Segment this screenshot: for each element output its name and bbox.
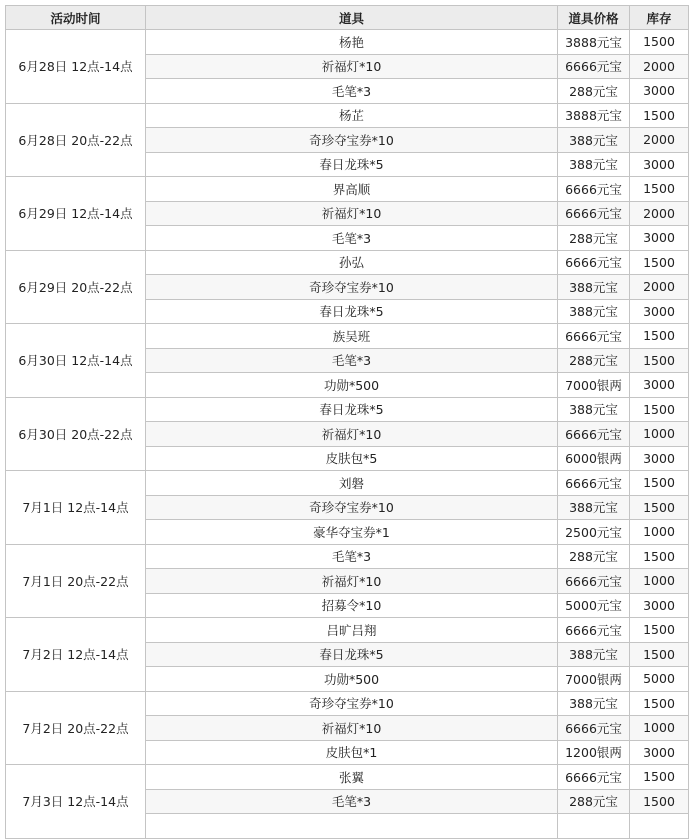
item-price-cell: 3888元宝 [558, 103, 630, 128]
item-name-cell: 皮肤包*1 [146, 740, 558, 765]
time-slot-cell: 6月29日 20点-22点 [6, 250, 146, 324]
time-slot-cell: 7月2日 12点-14点 [6, 618, 146, 692]
item-stock-cell: 3000 [630, 226, 689, 251]
item-name-cell: 毛笔*3 [146, 348, 558, 373]
table-row [6, 324, 689, 349]
item-name-cell: 祈福灯*10 [146, 54, 558, 79]
item-name-cell: 毛笔*3 [146, 226, 558, 251]
item-stock-cell: 1500 [630, 324, 689, 349]
item-name-cell: 春日龙珠*5 [146, 397, 558, 422]
item-price-cell: 388元宝 [558, 128, 630, 153]
item-stock-cell: 1500 [630, 544, 689, 569]
item-stock-cell: 1500 [630, 471, 689, 496]
item-price-cell: 6666元宝 [558, 177, 630, 202]
header-row [6, 6, 689, 30]
item-name-cell: 杨芷 [146, 103, 558, 128]
item-name-cell: 孙弘 [146, 250, 558, 275]
item-name-cell: 吕旷吕翔 [146, 618, 558, 643]
item-stock-cell: 1500 [630, 765, 689, 790]
item-stock-cell: 3000 [630, 593, 689, 618]
time-slot-cell: 6月29日 12点-14点 [6, 177, 146, 251]
item-name-cell: 祈福灯*10 [146, 201, 558, 226]
item-name-cell: 奇珍夺宝券*10 [146, 128, 558, 153]
table-row [6, 765, 689, 790]
item-name-cell: 毛笔*3 [146, 544, 558, 569]
time-slot-cell: 7月1日 20点-22点 [6, 544, 146, 618]
item-name-cell: 刘磐 [146, 471, 558, 496]
item-price-cell: 288元宝 [558, 544, 630, 569]
item-price-cell: 6000银两 [558, 446, 630, 471]
item-stock-cell: 2000 [630, 275, 689, 300]
item-name-cell: 族吴班 [146, 324, 558, 349]
item-price-cell: 288元宝 [558, 348, 630, 373]
item-name-cell: 春日龙珠*5 [146, 299, 558, 324]
table-row [6, 544, 689, 569]
item-stock-cell: 1500 [630, 789, 689, 814]
item-price-cell: 6666元宝 [558, 201, 630, 226]
item-name-cell: 春日龙珠*5 [146, 642, 558, 667]
item-stock-cell: 5000 [630, 667, 689, 692]
item-stock-cell: 1500 [630, 618, 689, 643]
item-name-cell: 杨艳 [146, 30, 558, 55]
item-price-cell: 6666元宝 [558, 54, 630, 79]
item-name-cell: 招募令*10 [146, 593, 558, 618]
item-name-cell: 张翼 [146, 765, 558, 790]
item-name-cell: 毛笔*3 [146, 79, 558, 104]
item-name-cell: 奇珍夺宝券*10 [146, 495, 558, 520]
item-name-cell: 毛笔*3 [146, 789, 558, 814]
item-name-cell: 祈福灯*10 [146, 569, 558, 594]
table-row [6, 471, 689, 496]
table-body [6, 30, 689, 839]
item-stock-cell: 3000 [630, 79, 689, 104]
item-price-cell: 388元宝 [558, 152, 630, 177]
table-row [6, 30, 689, 55]
activity-table [5, 5, 689, 839]
header-price: 道具价格 [558, 6, 630, 30]
item-name-cell: 春日龙珠*5 [146, 152, 558, 177]
table-row [6, 103, 689, 128]
item-stock-cell: 3000 [630, 740, 689, 765]
item-price-cell: 6666元宝 [558, 618, 630, 643]
item-stock-cell: 1500 [630, 495, 689, 520]
item-name-cell: 祈福灯*10 [146, 422, 558, 447]
item-stock-cell: 1000 [630, 569, 689, 594]
item-name-cell: 界高顺 [146, 177, 558, 202]
item-stock-cell: 1500 [630, 30, 689, 55]
item-price-cell: 388元宝 [558, 495, 630, 520]
item-stock-cell: 1000 [630, 422, 689, 447]
item-name-cell: 奇珍夺宝券*10 [146, 275, 558, 300]
item-price-cell: 1200银两 [558, 740, 630, 765]
item-price-cell: 5000元宝 [558, 593, 630, 618]
item-price-cell: 388元宝 [558, 397, 630, 422]
table-row [6, 177, 689, 202]
header-item: 道具 [146, 6, 558, 30]
item-price-cell: 6666元宝 [558, 716, 630, 741]
item-stock-cell: 3000 [630, 152, 689, 177]
item-stock-cell: 2000 [630, 201, 689, 226]
item-price-cell: 6666元宝 [558, 471, 630, 496]
item-price-cell [558, 814, 630, 839]
item-name-cell: 奇珍夺宝券*10 [146, 691, 558, 716]
item-price-cell: 388元宝 [558, 691, 630, 716]
table-row [6, 397, 689, 422]
table-row [6, 691, 689, 716]
item-price-cell: 388元宝 [558, 275, 630, 300]
item-price-cell: 7000银两 [558, 667, 630, 692]
item-stock-cell: 1500 [630, 348, 689, 373]
header-time: 活动时间 [6, 6, 146, 30]
item-price-cell: 288元宝 [558, 79, 630, 104]
item-price-cell: 388元宝 [558, 642, 630, 667]
item-price-cell: 6666元宝 [558, 324, 630, 349]
item-price-cell: 288元宝 [558, 789, 630, 814]
item-stock-cell: 3000 [630, 373, 689, 398]
item-stock-cell: 1000 [630, 716, 689, 741]
time-slot-cell: 7月1日 12点-14点 [6, 471, 146, 545]
item-stock-cell: 1000 [630, 520, 689, 545]
time-slot-cell: 6月28日 12点-14点 [6, 30, 146, 104]
table-row [6, 250, 689, 275]
item-stock-cell: 1500 [630, 103, 689, 128]
item-price-cell: 6666元宝 [558, 569, 630, 594]
item-stock-cell: 2000 [630, 54, 689, 79]
item-price-cell: 3888元宝 [558, 30, 630, 55]
item-stock-cell [630, 814, 689, 839]
time-slot-cell: 6月30日 12点-14点 [6, 324, 146, 398]
item-price-cell: 6666元宝 [558, 250, 630, 275]
item-stock-cell: 1500 [630, 177, 689, 202]
item-price-cell: 7000银两 [558, 373, 630, 398]
item-name-cell: 豪华夺宝券*1 [146, 520, 558, 545]
item-price-cell: 388元宝 [558, 299, 630, 324]
item-price-cell: 288元宝 [558, 226, 630, 251]
item-price-cell: 6666元宝 [558, 422, 630, 447]
item-stock-cell: 3000 [630, 446, 689, 471]
item-price-cell: 6666元宝 [558, 765, 630, 790]
item-stock-cell: 1500 [630, 691, 689, 716]
table-row [6, 618, 689, 643]
item-stock-cell: 3000 [630, 299, 689, 324]
header-stock: 库存 [630, 6, 689, 30]
item-price-cell: 2500元宝 [558, 520, 630, 545]
time-slot-cell: 7月3日 12点-14点 [6, 765, 146, 839]
item-name-cell: 功勋*500 [146, 373, 558, 398]
item-stock-cell: 1500 [630, 642, 689, 667]
item-name-cell [146, 814, 558, 839]
item-name-cell: 皮肤包*5 [146, 446, 558, 471]
time-slot-cell: 6月30日 20点-22点 [6, 397, 146, 471]
time-slot-cell: 6月28日 20点-22点 [6, 103, 146, 177]
item-stock-cell: 1500 [630, 397, 689, 422]
item-stock-cell: 1500 [630, 250, 689, 275]
item-name-cell: 功勋*500 [146, 667, 558, 692]
time-slot-cell: 7月2日 20点-22点 [6, 691, 146, 765]
item-stock-cell: 2000 [630, 128, 689, 153]
item-name-cell: 祈福灯*10 [146, 716, 558, 741]
